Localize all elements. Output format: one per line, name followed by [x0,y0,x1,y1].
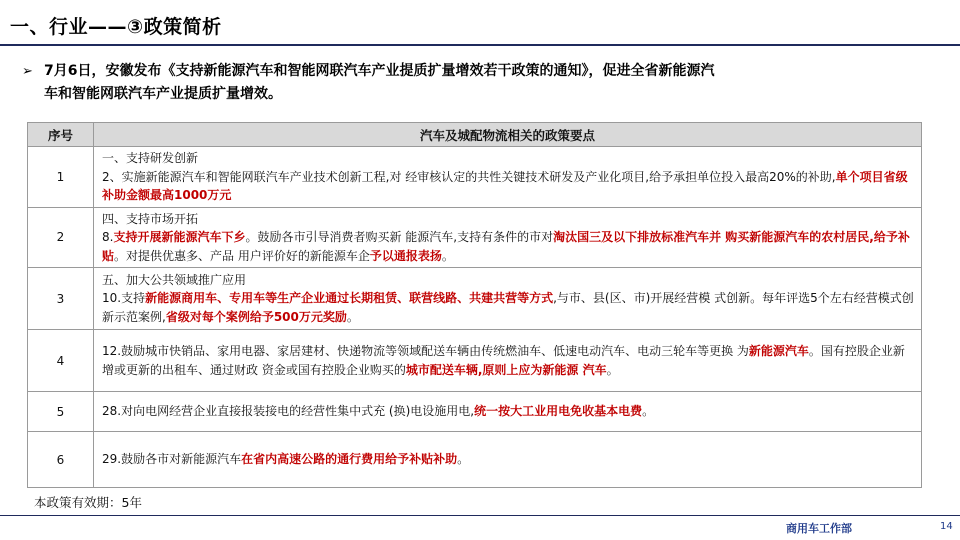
row-content [94,268,922,330]
validity-note: 本政策有效期：5年 [34,495,142,510]
highlighted-text: 单个项目省级补助金额最高1000万元 [102,169,908,202]
footer-divider [0,515,960,516]
highlighted-text: 予以通报表扬 [369,248,442,263]
policy-text: 。 [441,248,454,263]
table-row [28,432,922,488]
highlighted-text: 淘汰国三及以下排放标准汽车并 购买新能源汽车的农村居民,给予补贴 [102,230,910,263]
header-policy-points: 汽车及城配物流相关的政策要点 [94,123,922,147]
row-content [94,330,922,392]
intro-text-1: 7月6日，安徽发布《支持新能源汽车和智能网联汽车产业提质扩量增效若干政策的通知》，促进全省新能源汽 [44,63,715,79]
policy-text: 28.对向电网经营企业直接报装接电的经营性集中式充 (换)电设施用电, [102,404,475,419]
highlighted-text: 城市配送车辆,原则上应为新能源 汽车 [405,362,607,377]
row-number: 5 [28,392,94,432]
policy-table [27,122,922,488]
page-number: 14 [940,521,953,532]
row-content [94,432,922,488]
row-number: 6 [28,432,94,488]
policy-text: 五、加大公共领域推广应用 [102,272,247,287]
policy-text: 。国有控股企业新增或更新的出租车、通过财政 资金或国有控股企业购买的 [102,344,905,377]
table-row [28,392,922,432]
row-number: 4 [28,330,94,392]
highlighted-text: 新能源汽车 [748,344,809,358]
table-header-row [28,123,922,147]
policy-text: 10.支持 [102,291,146,306]
intro-line-2: 车和智能网联汽车产业提质扩量增效。 [44,86,282,102]
policy-text: 。鼓励各市引导消费者购买新 能源汽车,支持有条件的市对 [245,230,554,244]
row-content [94,147,922,208]
policy-text: 12.鼓励城市快销品、家用电器、家居建材、快递物流等领域配送车辆由传统燃油车、低速电动汽车、电动三轮车等更换 为 [102,344,749,358]
highlighted-text: 支持开展新能源汽车下乡 [113,230,246,244]
row-number: 3 [28,268,94,330]
policy-text: 。 [346,309,359,324]
policy-text: 一、支持研发创新 [102,151,199,165]
highlighted-text: 省级对每个案例给予500万元奖励 [165,309,347,324]
table-row [28,268,922,330]
policy-text: 。 [457,452,470,467]
policy-text: 。 [606,362,619,377]
table-row [28,207,922,268]
intro-paragraph [22,60,932,105]
policy-text: 8. [102,230,114,244]
arrow-bullet-icon: ➢ [22,64,33,79]
row-content [94,207,922,268]
policy-text: ,与市、县(区、市)开展经营模 式创新。每年评选5个左右经营模式创新示范案例, [102,291,914,324]
intro-line-1 [22,60,932,83]
policy-text: 。 [642,404,655,419]
policy-text: 29.鼓励各市对新能源汽车 [102,452,242,467]
highlighted-text: 在省内高速公路的通行费用给予补贴补助 [241,452,458,467]
policy-text: 四、支持市场开拓 [102,211,199,226]
policy-text: 。对提供优惠多、产品 用户评价好的新能源车企 [114,248,370,263]
row-content [94,392,922,432]
table-row [28,330,922,392]
slide-title: 一、行业——③政策简析 [10,16,222,38]
header-index: 序号 [28,123,94,147]
policy-text: 2、实施新能源汽车和智能网联汽车产业技术创新工程,对 经审核认定的共性关键技术研发及产业化项目,给予承担单位投入最高20%的补助, [102,169,836,184]
row-number: 2 [28,207,94,268]
highlighted-text: 新能源商用车、专用车等生产企业通过长期租赁、联营线路、共建共营等方式 [145,291,554,306]
highlighted-text: 统一按大工业用电免收基本电费 [474,404,643,419]
table-row [28,147,922,208]
row-number: 1 [28,147,94,208]
title-divider [0,44,960,46]
department-label: 商用车工作部 [786,522,852,535]
